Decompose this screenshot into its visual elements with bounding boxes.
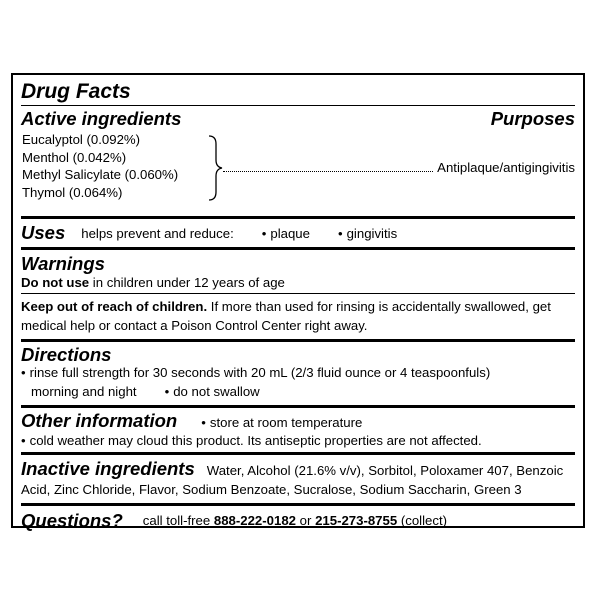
ingredient-item: Menthol (0.042%) <box>22 149 127 165</box>
ingredient-item: Methyl Salicylate (0.060%) <box>22 167 179 182</box>
bullet-icon: • <box>201 415 206 430</box>
other-item <box>21 432 575 449</box>
other-item <box>201 414 362 431</box>
inactive-ingredients-section <box>21 455 575 503</box>
direction-text: morning and night <box>31 383 137 399</box>
directions-heading: Directions <box>21 344 112 365</box>
questions-section <box>21 506 575 535</box>
brace-icon <box>207 134 223 202</box>
other-information-heading: Other information <box>21 410 178 431</box>
uses-item-text: plaque <box>270 225 310 241</box>
phone-number: 888-222-0182 <box>213 513 296 528</box>
direction-continuation <box>21 383 575 402</box>
uses-item-text: gingivitis <box>346 225 398 241</box>
warnings-heading: Warnings <box>21 253 105 274</box>
uses-item <box>262 225 310 242</box>
active-ingredients-section <box>21 106 575 216</box>
purposes-heading: Purposes <box>490 108 575 129</box>
uses-item <box>338 225 397 242</box>
uses-intro: helps prevent and reduce: <box>81 225 234 241</box>
purpose-row <box>223 160 575 176</box>
inactive-ingredients-text: Water, Alcohol (21.6% v/v), Sorbitol, Poloxamer 407, Benzoic Acid, Zinc Chloride, Flavor, Sodium Benzoate, Sucralose, Sodium Saccharin, Green 3 <box>21 463 564 497</box>
bullet-icon: • <box>164 383 170 399</box>
ingredient-item: Thymol (0.064%) <box>22 184 123 200</box>
do-not-use-line <box>21 273 575 293</box>
keep-out-paragraph <box>21 294 575 339</box>
ingredient-item: Eucalyptol (0.092%) <box>22 132 141 147</box>
bullet-icon: • <box>21 433 26 448</box>
other-information-section <box>21 408 575 452</box>
bullet-icon: • <box>21 365 26 380</box>
other-item-text: store at room temperature <box>209 415 363 430</box>
drug-facts-title: Drug Facts <box>21 80 131 103</box>
questions-suffix: (collect) <box>397 513 448 528</box>
questions-text <box>143 512 447 529</box>
phone-number: 215-273-8755 <box>315 513 398 528</box>
bullet-icon: • <box>261 225 267 241</box>
keep-out-text: If more than used for rinsing is accidentally swallowed, get medical help or contact a Poison Control Center right away. <box>21 299 551 333</box>
inactive-ingredients-heading: Inactive ingredients <box>21 458 195 479</box>
do-not-use-text: in children under 12 years of age <box>89 275 285 290</box>
uses-section <box>21 219 575 247</box>
questions-or: or <box>296 513 316 528</box>
active-ingredients-heading: Active ingredients <box>21 108 182 129</box>
questions-prefix: call toll-free <box>142 513 214 528</box>
direction-text: do not swallow <box>173 383 260 399</box>
uses-heading: Uses <box>21 222 66 243</box>
questions-heading: Questions? <box>21 509 123 531</box>
warnings-section <box>21 250 575 293</box>
directions-section <box>21 342 575 405</box>
do-not-use-label: Do not use <box>21 275 90 290</box>
drug-facts-panel <box>11 73 585 531</box>
direction-item <box>21 364 575 383</box>
other-item-text: cold weather may cloud this product. Its antiseptic properties are not affected. <box>29 433 482 448</box>
purpose-text: Antiplaque/antigingivitis <box>437 160 575 175</box>
leader-dots <box>223 171 433 172</box>
bullet-icon: • <box>337 225 343 241</box>
keep-out-label: Keep out of reach of children. <box>21 299 208 314</box>
direction-text: rinse full strength for 30 seconds with 20 mL (2/3 fluid ounce or 4 teaspoonfuls) <box>29 365 491 380</box>
ingredient-list <box>22 131 178 201</box>
